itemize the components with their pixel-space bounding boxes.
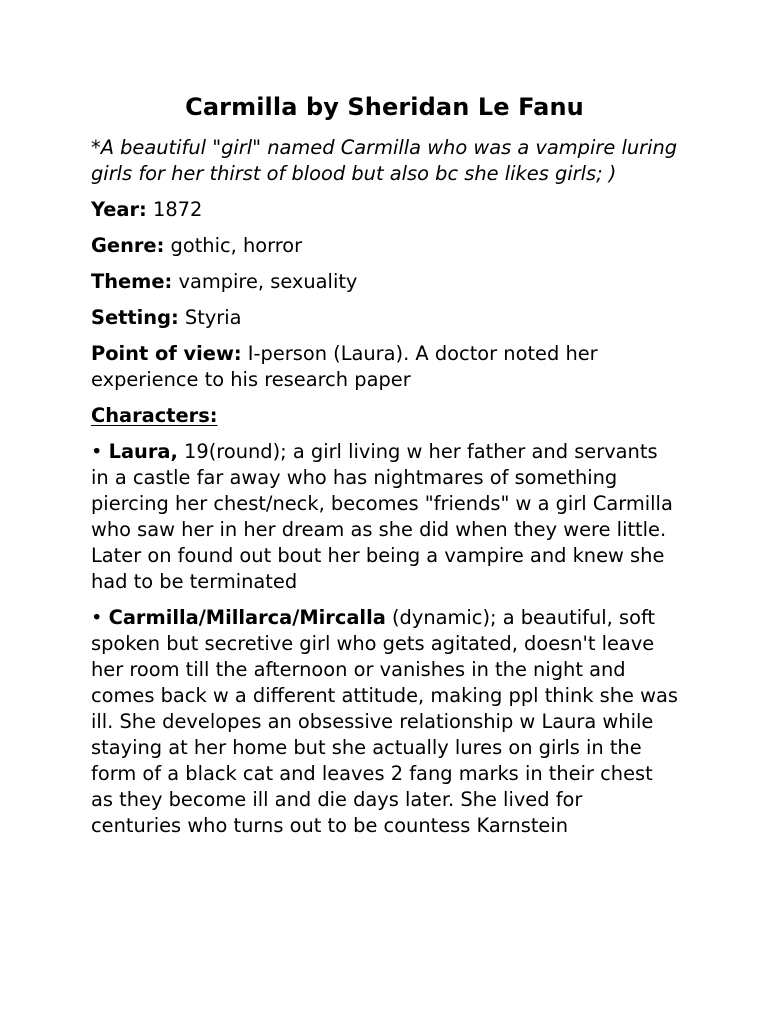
- bullet-icon: •: [91, 440, 103, 463]
- year-value: 1872: [153, 198, 203, 221]
- character-item: [91, 439, 678, 595]
- theme-field: [91, 269, 678, 295]
- character-description: 19(round); a girl living w her father and servants in a castle far away who has nightmares of something piercing her chest/neck, becomes "friends" w a girl Carmilla who saw her in her dream as she did when they were little. Later on found out bout her being a vampire and knew she had to be terminated: [91, 440, 673, 593]
- bullet-icon: •: [91, 606, 103, 629]
- genre-field: [91, 233, 678, 259]
- setting-label: Setting:: [91, 306, 179, 329]
- characters-section: [91, 403, 678, 429]
- setting-field: [91, 305, 678, 331]
- year-field: [91, 197, 678, 223]
- year-label: Year:: [91, 198, 147, 221]
- genre-label: Genre:: [91, 234, 165, 257]
- point-of-view-field: [91, 341, 678, 393]
- theme-label: Theme:: [91, 270, 173, 293]
- theme-value: vampire, sexuality: [178, 270, 358, 293]
- character-description: (dynamic); a beautiful, soft spoken but secretive girl who gets agitated, doesn't leave her room till the afternoon or vanishes in the night and comes back w a different attitude, making ppl think she was ill. She developes an obsessive relationship w Laura while staying at her home but she actually lures on girls in the form of a black cat and leaves 2 fang marks in their chest as they become ill and die days later. She lived for centuries who turns out to be countess Karnstein: [91, 606, 678, 837]
- point-of-view-value: I-person (Laura). A doctor noted her experience to his research paper: [91, 342, 598, 391]
- character-name: Laura,: [108, 440, 178, 463]
- document-title: Carmilla by Sheridan Le Fanu: [185, 93, 584, 121]
- point-of-view-label: Point of view:: [91, 342, 242, 365]
- intro-paragraph: *A beautiful "girl" named Carmilla who was a vampire luring girls for her thirst of blood but also bc she likes girls; ): [91, 136, 678, 185]
- character-item: [91, 605, 678, 839]
- characters-heading: Characters:: [91, 404, 218, 427]
- character-name: Carmilla/Millarca/Mircalla: [108, 606, 386, 629]
- genre-value: gothic, horror: [170, 234, 303, 257]
- setting-value: Styria: [184, 306, 242, 329]
